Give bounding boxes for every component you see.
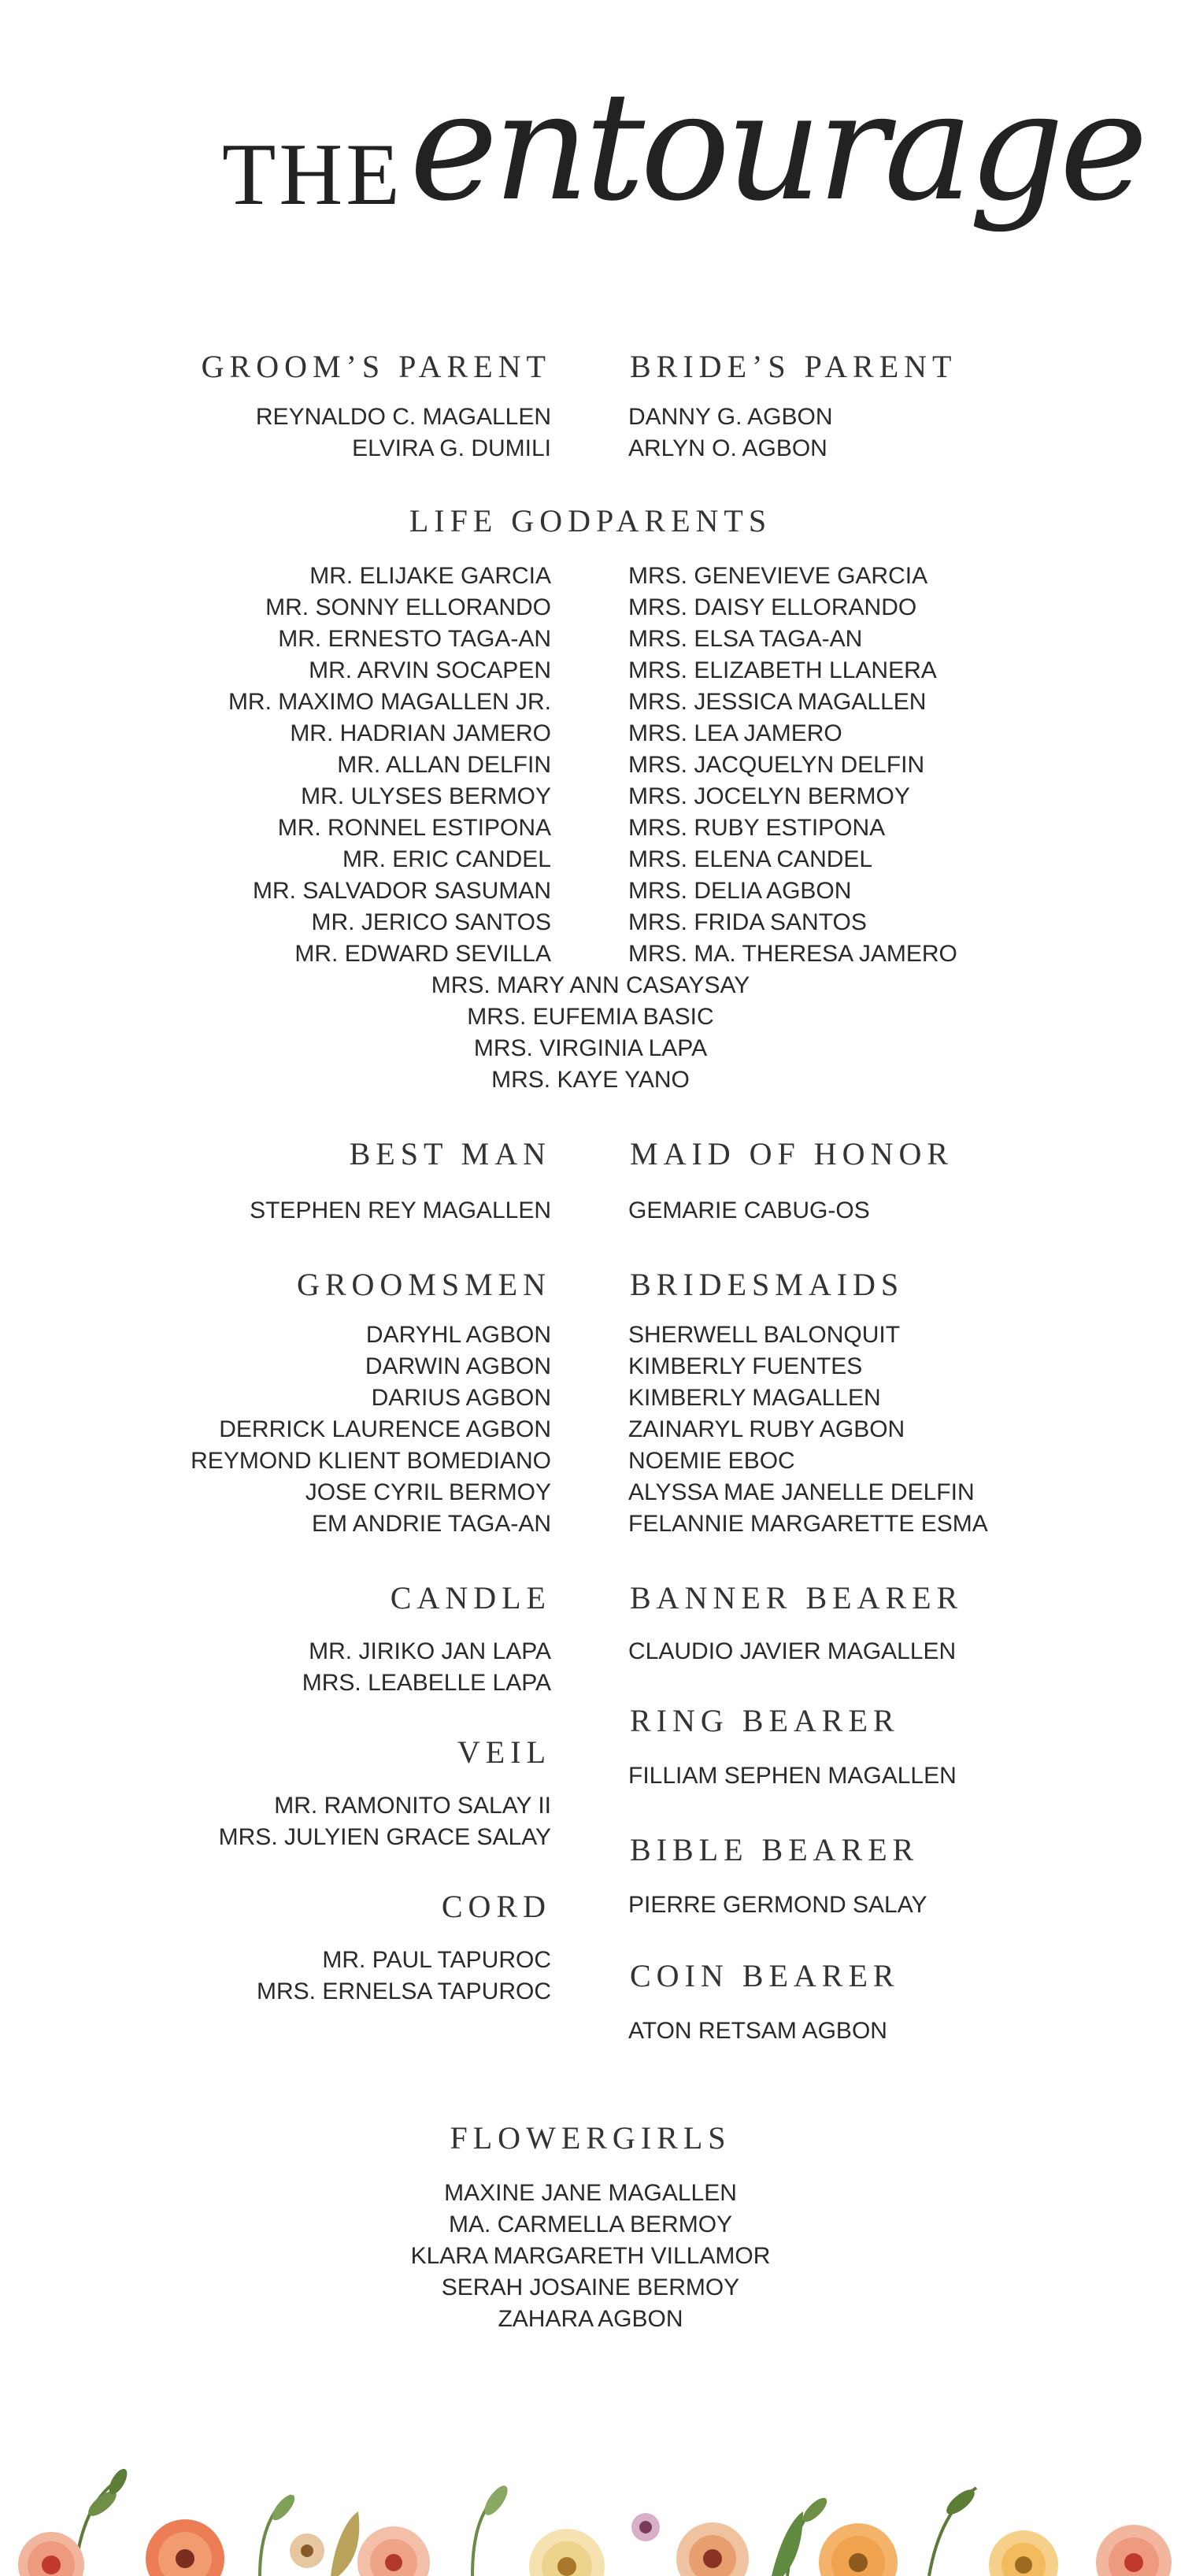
best-man-heading: BEST MAN: [349, 1136, 551, 1171]
entourage-name: MRS. KAYE YANO: [491, 1067, 690, 1093]
flowergirls-heading: FLOWERGIRLS: [450, 2120, 731, 2156]
entourage-name: STEPHEN REY MAGALLEN: [250, 1197, 551, 1223]
entourage-name: DANNY G. AGBON: [628, 404, 833, 430]
entourage-name: GEMARIE CABUG-OS: [628, 1197, 870, 1223]
entourage-name: MRS. ELSA TAGA-AN: [628, 626, 863, 652]
entourage-name: EM ANDRIE TAGA-AN: [312, 1511, 551, 1537]
entourage-name: MR. RAMONITO SALAY II: [274, 1793, 551, 1819]
entourage-name: MRS. VIRGINIA LAPA: [473, 1035, 708, 1061]
entourage-name: ATON RETSAM AGBON: [628, 2018, 887, 2044]
entourage-name: MAXINE JANE MAGALLEN: [444, 2180, 737, 2206]
entourage-name: PIERRE GERMOND SALAY: [628, 1892, 927, 1918]
entourage-name: MR. ULYSES BERMOY: [301, 783, 551, 809]
entourage-name: KIMBERLY FUENTES: [628, 1353, 863, 1379]
entourage-name: MRS. RUBY ESTIPONA: [628, 815, 886, 841]
entourage-name: DERRICK LAURENCE AGBON: [219, 1416, 551, 1442]
ring-bearer-heading: RING BEARER: [630, 1703, 900, 1738]
brides-parent-list: [628, 402, 833, 464]
entourage-name: MRS. JESSICA MAGALLEN: [628, 689, 927, 715]
entourage-name: MR. JERICO SANTOS: [311, 909, 551, 935]
entourage-name: MR. PAUL TAPUROC: [322, 1947, 551, 1973]
entourage-name: MR. HADRIAN JAMERO: [290, 720, 551, 746]
title-script: entourage: [409, 60, 1144, 234]
godparents-women-list: [628, 561, 957, 970]
entourage-name: MRS. MARY ANN CASAYSAY: [431, 972, 750, 998]
entourage-name: MRS. JOCELYN BERMOY: [628, 783, 910, 809]
godparents-men-list: [228, 561, 551, 970]
entourage-name: MRS. DELIA AGBON: [628, 878, 852, 904]
entourage-name: MR. ERNESTO TAGA-AN: [278, 626, 551, 652]
groomsmen-list: [191, 1319, 551, 1540]
entourage-name: NOEMIE EBOC: [628, 1448, 795, 1474]
entourage-name: MRS. EUFEMIA BASIC: [467, 1004, 714, 1030]
entourage-name: FILLIAM SEPHEN MAGALLEN: [628, 1763, 957, 1789]
entourage-name: MR. ARVIN SOCAPEN: [309, 657, 551, 683]
entourage-name: SHERWELL BALONQUIT: [628, 1322, 901, 1348]
flower-cluster: [18, 2513, 1172, 2576]
entourage-name: MRS. LEABELLE LAPA: [302, 1670, 551, 1696]
entourage-name: JOSE CYRIL BERMOY: [305, 1479, 551, 1505]
cord-list: [257, 1945, 551, 2008]
entourage-name: DARYHL AGBON: [365, 1322, 551, 1348]
entourage-name: ELVIRA G. DUMILI: [352, 435, 551, 461]
entourage-name: ALYSSA MAE JANELLE DELFIN: [628, 1479, 975, 1505]
entourage-name: MR. RONNEL ESTIPONA: [277, 815, 551, 841]
entourage-name: MRS. ELIZABETH LLANERA: [628, 657, 937, 683]
maid-of-honor-list: [628, 1195, 870, 1227]
entourage-name: MR. EDWARD SEVILLA: [294, 941, 551, 967]
brides-parent-heading: BRIDE’S PARENT: [630, 349, 957, 384]
bible-bearer-heading: BIBLE BEARER: [630, 1832, 920, 1867]
maid-of-honor-heading: MAID OF HONOR: [630, 1136, 954, 1171]
entourage-name: ZAINARYL RUBY AGBON: [628, 1416, 905, 1442]
bridesmaids-heading: BRIDESMAIDS: [630, 1267, 905, 1302]
flowergirls-list: [0, 2178, 1181, 2335]
floral-border-illustration: [0, 2433, 1181, 2576]
candle-list: [302, 1636, 551, 1699]
banner-bearer-heading: BANNER BEARER: [630, 1580, 964, 1616]
entourage-name: MR. ALLAN DELFIN: [337, 752, 551, 778]
entourage-name: REYNALDO C. MAGALLEN: [255, 404, 551, 430]
entourage-name: MRS. ERNELSA TAPUROC: [257, 1978, 551, 2004]
entourage-name: REYMOND KLIENT BOMEDIANO: [191, 1448, 551, 1474]
entourage-name: FELANNIE MARGARETTE ESMA: [628, 1511, 988, 1537]
bridesmaids-list: [628, 1319, 988, 1540]
entourage-name: ARLYN O. AGBON: [628, 435, 827, 461]
veil-list: [219, 1790, 551, 1853]
banner-bearer-list: [628, 1636, 956, 1667]
entourage-name: KLARA MARGARETH VILLAMOR: [410, 2243, 771, 2269]
entourage-name: MR. SALVADOR SASUMAN: [253, 878, 551, 904]
entourage-name: DARIUS AGBON: [371, 1385, 551, 1411]
entourage-name: MA. CARMELLA BERMOY: [448, 2211, 733, 2237]
entourage-name: MR. JIRIKO JAN LAPA: [309, 1638, 551, 1664]
entourage-name: MRS. GENEVIEVE GARCIA: [628, 563, 928, 589]
life-godparents-heading: LIFE GODPARENTS: [409, 503, 772, 539]
entourage-name: MRS. ELENA CANDEL: [628, 846, 873, 872]
entourage-name: SERAH JOSAINE BERMOY: [441, 2274, 740, 2300]
entourage-name: MR. MAXIMO MAGALLEN JR.: [228, 689, 551, 715]
godparents-extra-list: [0, 970, 1181, 1096]
entourage-name: MRS. LEA JAMERO: [628, 720, 842, 746]
entourage-name: ZAHARA AGBON: [498, 2306, 683, 2332]
ring-bearer-list: [628, 1760, 957, 1792]
grooms-parent-list: [256, 402, 551, 464]
entourage-name: MRS. FRIDA SANTOS: [628, 909, 867, 935]
coin-bearer-list: [628, 2015, 887, 2047]
entourage-name: MRS. MA. THERESA JAMERO: [628, 941, 957, 967]
coin-bearer-heading: COIN BEARER: [630, 1958, 900, 1993]
entourage-name: MR. ERIC CANDEL: [342, 846, 551, 872]
page-title: [0, 60, 1181, 283]
entourage-name: MRS. DAISY ELLORANDO: [628, 594, 917, 620]
entourage-name: MR. SONNY ELLORANDO: [265, 594, 551, 620]
entourage-name: MR. ELIJAKE GARCIA: [309, 563, 551, 589]
best-man-list: [250, 1195, 551, 1227]
grooms-parent-heading: GROOM’S PARENT: [201, 349, 551, 384]
groomsmen-heading: GROOMSMEN: [296, 1267, 551, 1302]
entourage-name: MRS. JACQUELYN DELFIN: [628, 752, 925, 778]
cord-heading: CORD: [441, 1889, 551, 1924]
veil-heading: VEIL: [457, 1734, 551, 1770]
bible-bearer-list: [628, 1889, 927, 1921]
candle-heading: CANDLE: [390, 1580, 551, 1616]
entourage-name: CLAUDIO JAVIER MAGALLEN: [628, 1638, 957, 1664]
entourage-name: MRS. JULYIEN GRACE SALAY: [218, 1824, 551, 1850]
entourage-name: DARWIN AGBON: [365, 1353, 551, 1379]
title-prefix: THE: [222, 126, 403, 224]
entourage-name: KIMBERLY MAGALLEN: [628, 1385, 881, 1411]
